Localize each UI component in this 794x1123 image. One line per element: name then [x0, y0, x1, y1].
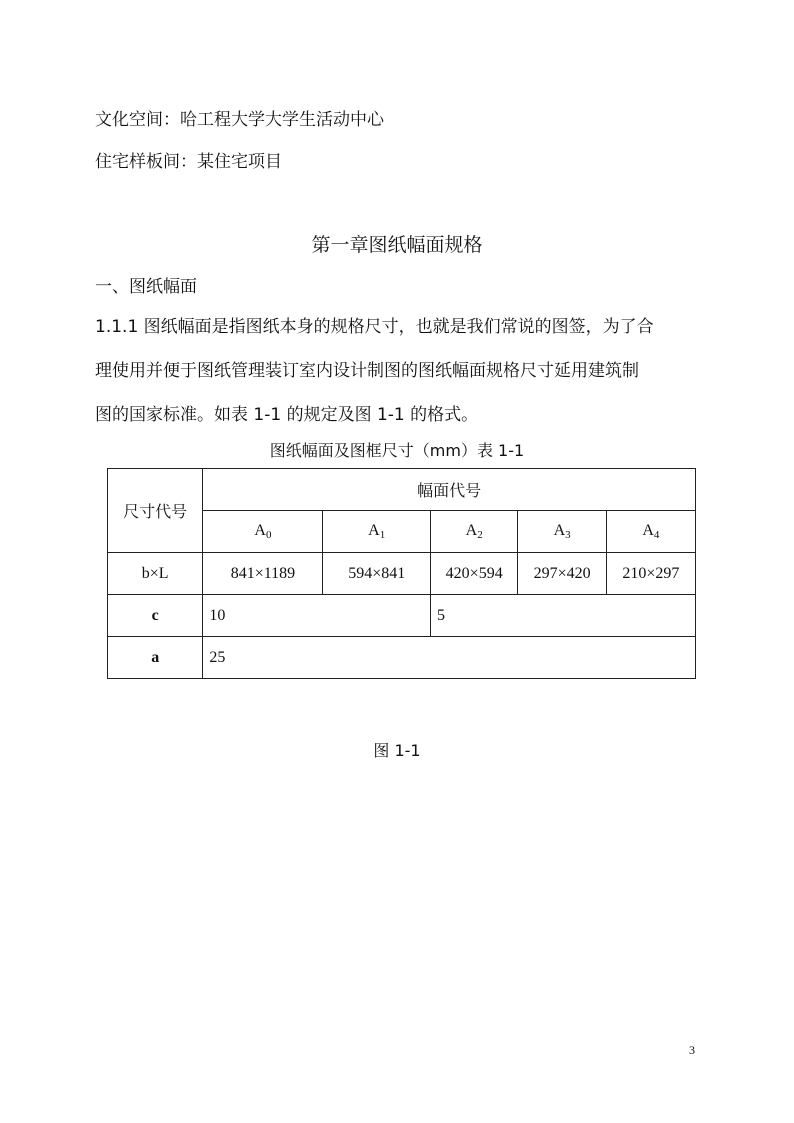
table-cell: 841×1189	[203, 553, 323, 595]
table-cell: 297×420	[518, 553, 606, 595]
table-row	[108, 595, 696, 637]
table-row	[108, 553, 696, 595]
c-label: c	[108, 595, 203, 637]
table-cell: 594×841	[323, 553, 430, 595]
paragraph-line: 理使用并便于图纸管理装订室内设计制图的图纸幅面规格尺寸延用建筑制	[95, 361, 639, 381]
chapter-title: 第一章图纸幅面规格	[311, 234, 483, 256]
table-cell: 10	[203, 595, 431, 637]
paragraph-line: 1.1.1 图纸幅面是指图纸本身的规格尺寸，也就是我们常说的图签，为了合	[95, 317, 654, 337]
paragraph-line: 图的国家标准。如表 1-1 的规定及图 1-1 的格式。	[95, 405, 479, 425]
table-header-row	[108, 469, 696, 511]
table-caption: 图纸幅面及图框尺寸（mm）表 1-1	[269, 441, 525, 460]
section-title: 一、图纸幅面	[95, 277, 197, 297]
format-a4-cell: $A_4$	[606, 511, 695, 553]
format-a0-cell: $A_0$	[203, 511, 323, 553]
format-size-table	[107, 468, 696, 679]
format-code-header: 幅面代号	[203, 469, 696, 511]
bxl-label: b×L	[108, 553, 203, 595]
a-label: a	[108, 637, 203, 679]
table-cell: 25	[203, 637, 696, 679]
size-code-header: 尺寸代号	[108, 469, 203, 553]
culture-space-line: 文化空间：哈工程大学大学生活动中心	[95, 110, 384, 130]
format-a1-cell: $A_1$	[323, 511, 430, 553]
body-paragraph	[95, 305, 705, 437]
figure-label: 图 1-1	[373, 741, 421, 760]
table-row	[108, 637, 696, 679]
format-a2-cell: $A_2$	[430, 511, 518, 553]
page-number: 3	[689, 1043, 695, 1057]
table-cell: 420×594	[430, 553, 518, 595]
residential-sample-line: 住宅样板间：某住宅项目	[95, 152, 282, 172]
table-cell: 5	[430, 595, 695, 637]
format-a3-cell: $A_3$	[518, 511, 606, 553]
table-cell: 210×297	[606, 553, 695, 595]
